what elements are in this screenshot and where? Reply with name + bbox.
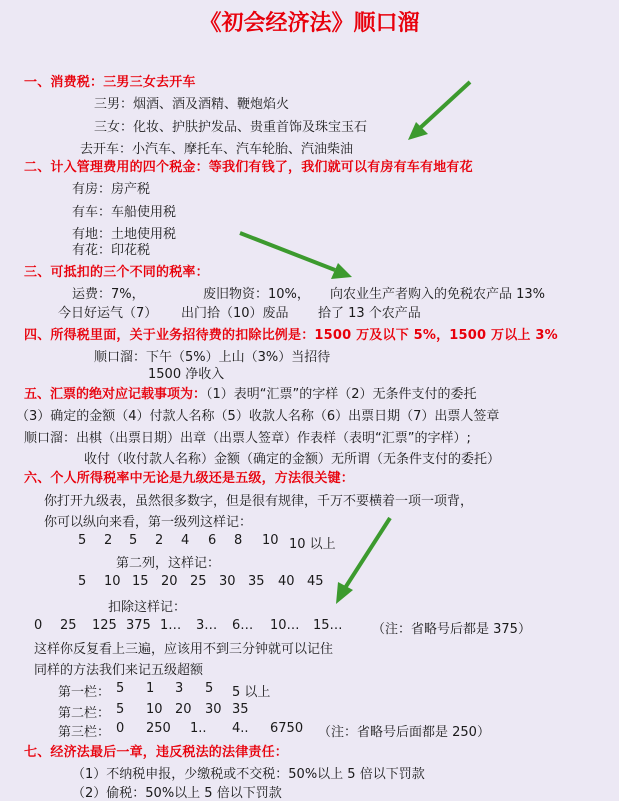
row-2-cell-5: 25 [190, 574, 207, 589]
section-3-rate-3: 向农业生产者购入的免税农产品 13% [330, 287, 546, 302]
row-2-cell-6: 30 [219, 574, 236, 589]
section-5-line-3: 收付（收付款人名称）金额（确定的金额）无所谓（无条件支付的委托） [84, 452, 501, 467]
column-2-label: 第二栏： [58, 706, 111, 721]
column-2-cell-4: 30 [205, 702, 222, 717]
column-3-cell-5: 6750 [270, 721, 304, 736]
section-6-line-6: 同样的方法我们来记五级超额 [34, 663, 204, 678]
column-3-note: （注：省略号后面都是 250） [318, 725, 490, 740]
section-3-heading: 三、可抵扣的三个不同的税率： [24, 265, 209, 280]
section-3-mnemonic-3: 拾了 13 个农产品 [318, 306, 421, 321]
section-5-heading [24, 383, 477, 402]
column-1-cell-4: 5 [205, 681, 214, 696]
section-2-line-4: 有花：印花税 [72, 243, 151, 258]
row-3-cell-7: 6… [232, 618, 254, 633]
section-5-line-1: （3）确定的金额（4）付款人名称（5）收款人名称（6）出票日期（7）出票人签章 [16, 409, 500, 424]
green-arrow-icon [336, 518, 390, 604]
section-4-line-2: 1500 净收入 [148, 367, 225, 382]
row-1-cell-4: 2 [155, 533, 164, 548]
section-1-line-1: 三男：烟酒、酒及酒精、鞭炮焰火 [94, 97, 290, 112]
row-1-cell-2: 2 [104, 533, 113, 548]
row-1-cell-1: 5 [78, 533, 87, 548]
section-3-rate-2: 废旧物资：10%， [203, 287, 310, 302]
row-2-cell-9: 45 [307, 574, 324, 589]
section-4-line-1: 顺口溜：下午（5%）上山（3%）当招待 [94, 350, 331, 365]
column-1-cell-3: 3 [175, 681, 184, 696]
row-2-cell-2: 10 [104, 574, 121, 589]
column-1-cell-2: 1 [146, 681, 155, 696]
row-1-cell-3: 5 [129, 533, 138, 548]
row-1-cell-7: 8 [234, 533, 243, 548]
section-6-line-4: 扣除这样记： [108, 600, 187, 615]
section-3-mnemonic-2: 出门拾（10）废品 [181, 306, 289, 321]
section-1-line-3: 去开车：小汽车、摩托车、汽车轮胎、汽油柴油 [80, 142, 354, 157]
row-1-cell-9: 10 以上 [289, 537, 336, 552]
row-3-note: （注：省略号后都是 375） [372, 622, 531, 637]
row-1-cell-5: 4 [181, 533, 190, 548]
row-2-cell-3: 15 [132, 574, 149, 589]
column-3-cell-1: 0 [116, 721, 125, 736]
column-2-cell-2: 10 [146, 702, 163, 717]
section-6-line-1: 你打开九级表，虽然很多数字，但是很有规律，千万不要横着一项一项背， [44, 494, 474, 509]
section-6-line-5: 这样你反复看上三遍，应该用不到三分钟就可以记住 [34, 642, 334, 657]
column-1-cell-5: 5 以上 [232, 685, 271, 700]
section-5-line-2: 顺口溜：出棋（出票日期）出章（出票人签章）作表样（表明“汇票”的字样）; [24, 431, 471, 446]
section-3-rate-1: 运费：7%， [72, 287, 145, 302]
section-6-heading: 六、个人所得税率中无论是九级还是五级，方法很关键： [24, 471, 355, 486]
row-3-cell-6: 3… [196, 618, 218, 633]
row-2-cell-8: 40 [278, 574, 295, 589]
section-2-heading: 二、计入管理费用的四个税金：等我们有钱了，我们就可以有房有车有地有花 [24, 160, 473, 175]
row-3-cell-4: 375 [126, 618, 151, 633]
row-2-cell-4: 20 [161, 574, 178, 589]
row-1-cell-8: 10 [262, 533, 279, 548]
column-2-cell-5: 35 [232, 702, 249, 717]
row-2-cell-1: 5 [78, 574, 87, 589]
section-4-heading: 四、所得税里面，关于业务招待费的扣除比例是：1500 万及以下 5%，1500 万以上 3% [24, 328, 558, 343]
section-3-mnemonic-1: 今日好运气（7） [58, 306, 158, 321]
column-3-cell-2: 250 [146, 721, 171, 736]
section-7-line-1: （1）不纳税申报，少缴税或不交税：50%以上 5 倍以下罚款 [72, 767, 425, 782]
section-2-line-3: 有地：土地使用税 [72, 227, 177, 242]
column-1-label: 第一栏： [58, 685, 111, 700]
green-arrow-icon [240, 233, 352, 279]
row-2-cell-7: 35 [248, 574, 265, 589]
column-1-cell-1: 5 [116, 681, 125, 696]
column-3-label: 第三栏： [58, 725, 111, 740]
section-1-heading: 一、消费税：三男三女去开车 [24, 75, 196, 90]
row-3-cell-5: 1… [160, 618, 182, 633]
section-5-heading-label: 五、汇票的绝对应记载事项为： [24, 387, 207, 402]
row-3-cell-1: 0 [34, 618, 43, 633]
row-3-cell-3: 125 [92, 618, 117, 633]
column-3-cell-3: 1.. [190, 721, 207, 736]
page-title: 《初会经济法》顺口溜 [199, 10, 420, 36]
section-7-heading: 七、经济法最后一章，违反税法的法律责任： [24, 745, 289, 760]
green-arrow-icon [408, 82, 470, 140]
section-7-line-2: （2）偷税：50%以上 5 倍以下罚款 [72, 786, 282, 801]
column-2-cell-3: 20 [175, 702, 192, 717]
column-2-cell-1: 5 [116, 702, 125, 717]
section-1-line-2: 三女：化妆、护肤护发品、贵重首饰及珠宝玉石 [94, 120, 368, 135]
row-3-cell-2: 25 [60, 618, 77, 633]
section-2-line-1: 有房：房产税 [72, 182, 151, 197]
section-2-line-2: 有车：车船使用税 [72, 205, 177, 220]
section-6-line-3: 第二列，这样记： [116, 556, 221, 571]
row-3-cell-8: 10… [270, 618, 300, 633]
section-5-heading-rest: （1）表明“汇票”的字样（2）无条件支付的委托 [206, 387, 477, 402]
row-3-cell-9: 15… [313, 618, 343, 633]
row-1-cell-6: 6 [208, 533, 217, 548]
column-3-cell-4: 4.. [232, 721, 249, 736]
section-6-line-2: 你可以纵向来看，第一级列这样记： [44, 515, 253, 530]
